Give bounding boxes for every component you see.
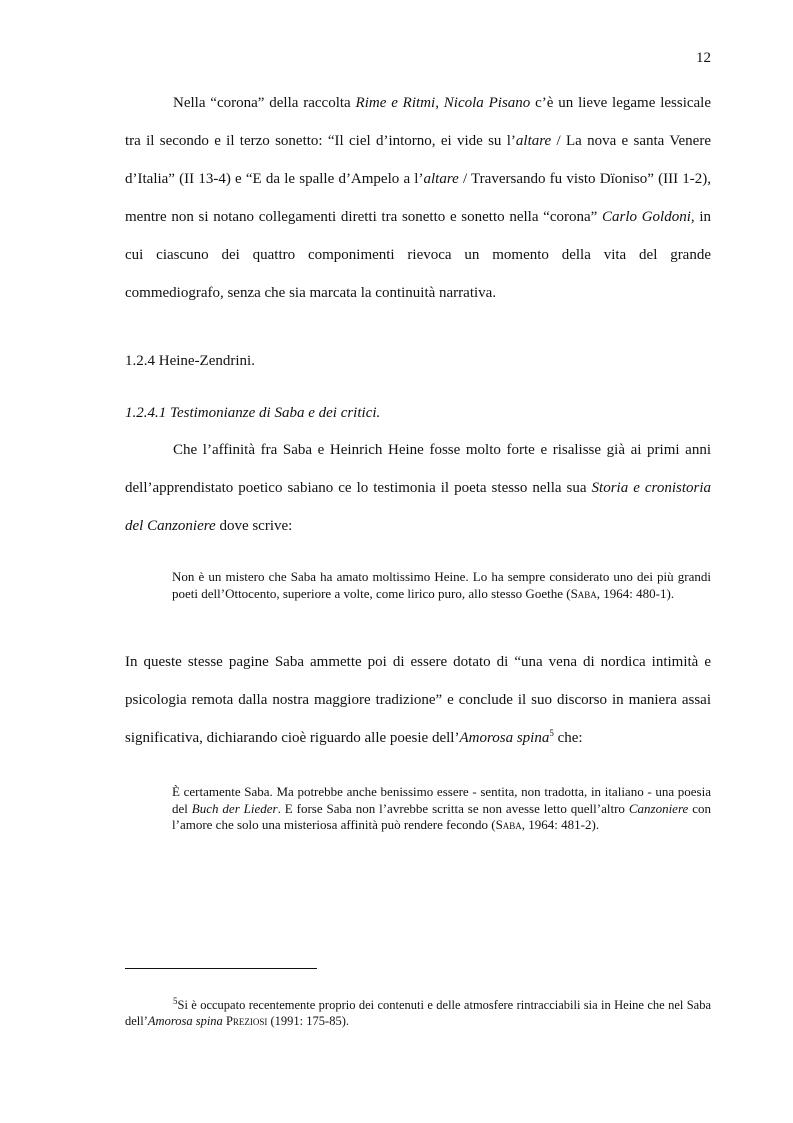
block-quote-saba-2: È certamente Saba. Ma potrebbe anche benissimo essere - sentita, non tradotta, in italiano - una poesia del Buch der Lieder. E forse Saba non l’avrebbe scritta se non avesse letto quell’altro Canzoniere con l’amore che solo una misteriosa affinità può rendere fecondo (Saba, 1964: 481-2). [172, 784, 711, 832]
paragraph-heine-affinity: Che l’affinità fra Saba e Heinrich Heine fosse molto forte e risalisse già ai primi anni dell’apprendistato poetico sabiano ce lo testimonia il poeta stesso nella sua Storia e cronistoria del Canzoniere dove scrive: [125, 442, 711, 534]
block-quote-saba-1: Non è un mistero che Saba ha amato moltissimo Heine. Lo ha sempre considerato uno dei più grandi poeti dell’Ottocento, superiore a volte, come lirico puro, allo stesso Goethe (Saba, 1964: 480-1). [172, 569, 711, 601]
paragraph-corona-sonnets: Nella “corona” della raccolta Rime e Ritmi, Nicola Pisano c’è un lieve legame lessicale tra il secondo e il terzo sonetto: “Il ciel d’intorno, ei vide su l’altare / La nova e santa Venere d’Italia” (II 13-4) e “E da le spalle d’Ampelo a l’altare / Traversando fu visto Dïoniso” (III 1-2), mentre non si notano collegamenti diretti tra sonetto e sonetto nella “corona” Carlo Goldoni, in cui ciascuno dei quattro componimenti rievoca un momento della vita del grande commediografo, senza che sia marcata la continuità narrativa. [125, 95, 712, 301]
paragraph-amorosa-spina: In queste stesse pagine Saba ammette poi di essere dotato di “una vena di nordica intimità e psicologia remota dalla nostra maggiore tradizione” e conclude il suo discorso in maniera assai significativa, dichiarando cioè riguardo alle poesie dell’Amorosa spina$^5$ che: [125, 654, 711, 746]
section-heading: 1.2.4 Heine-Zendrini. [125, 353, 255, 369]
subsection-heading: 1.2.4.1 Testimonianze di Saba e dei critici. [125, 405, 381, 421]
footnote-5: $^5$Si è occupato recentemente proprio dei contenuti e delle atmosfere rintracciabili sia in Heine che nel Saba dell’Amorosa spina Preziosi (1991: 175-85). [125, 995, 711, 1028]
footnote-ref-5[interactable]: 5 [549, 728, 554, 738]
footnote-separator [125, 968, 317, 969]
page-number: 12 [696, 50, 711, 66]
